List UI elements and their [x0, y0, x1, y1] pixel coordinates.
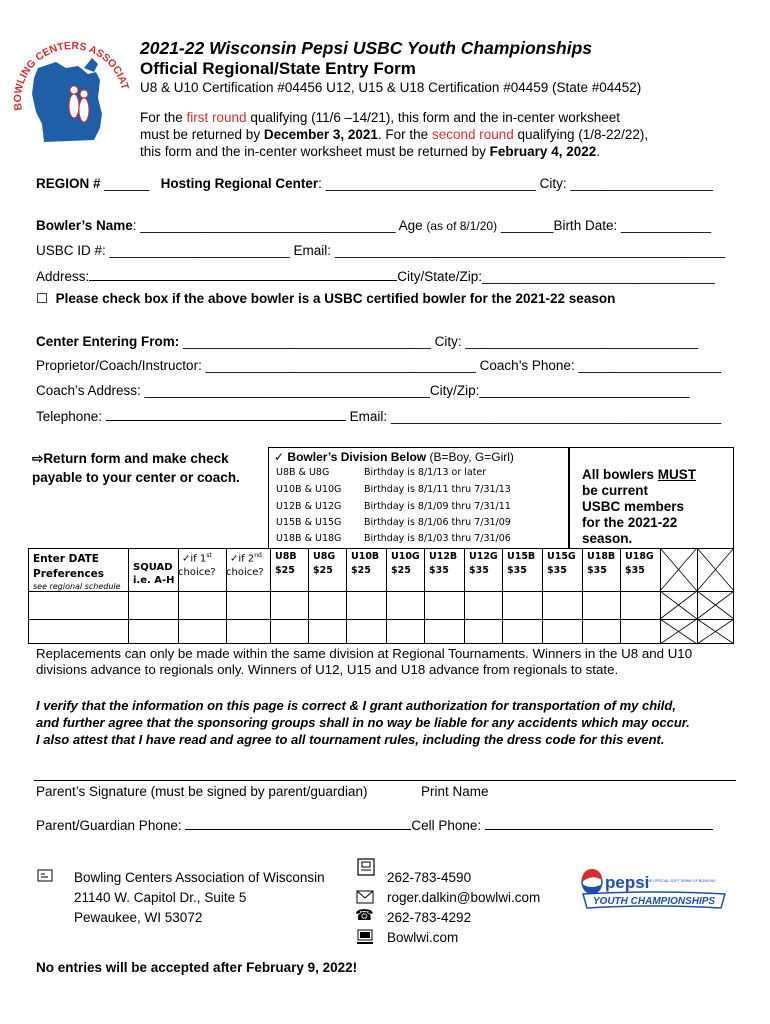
- contact-email[interactable]: roger.dalkin@bowlwi.com: [387, 890, 541, 905]
- division-name: U15B & U15G: [276, 517, 342, 528]
- fee-division-label: U18B: [587, 551, 616, 562]
- coach-city-zip-field[interactable]: City/Zip:____________________________: [429, 383, 690, 398]
- bowler-email-field[interactable]: Email: ____________________________________________________: [293, 243, 726, 258]
- cell-phone-field[interactable]: [485, 817, 713, 830]
- telephone-line: Telephone: Email: ____________________________________________: [36, 409, 722, 424]
- verify-line-3: I also attest that I have read and agree to all tournament rules, including the dress code for this event.: [36, 732, 665, 747]
- membership-notice: All bowlers MUST be current USBC members for the 2021-22 season.: [582, 467, 697, 546]
- fax-icon: [356, 857, 376, 877]
- phone-icon: ☎: [355, 907, 374, 924]
- division-name: U8B & U8G: [276, 467, 330, 478]
- certified-bowler-line: ☐ Please check box if the above bowler is a USBC certified bowler for the 2021-22 season: [36, 291, 616, 306]
- certification-numbers: U8 & U10 Certification #04456 U12, U15 & U18 Certification #04459 (State #04452): [140, 80, 642, 95]
- verify-line-1: I verify that the information on this page is correct & I grant authorization for transportation of my child,: [36, 698, 676, 713]
- pepsi-youth-championships-logo: [579, 868, 729, 918]
- computer-icon: [356, 929, 374, 945]
- fee-division-label: U8B: [275, 551, 297, 562]
- replacements-line-1: Replacements can only be made within the same division at Regional Tournaments. Winners in the U8 and U10: [36, 646, 693, 661]
- parent-signature-label: Parent’s Signature (must be signed by parent/guardian): [36, 784, 368, 799]
- hosting-center-field[interactable]: : ____________________________: [318, 176, 536, 191]
- coach-address-field[interactable]: Coach’s Address: ______________________________________: [36, 383, 430, 398]
- address-line: Address: City/State/Zip:_______________________________: [36, 269, 715, 284]
- deadline-line-1: For the first round qualifying (11/6 –14/21), this form and the in-center worksheet: [140, 110, 621, 125]
- fee-amount: $35: [547, 565, 567, 576]
- center-entering-field[interactable]: _________________________________: [183, 334, 431, 349]
- deadline-footer: No entries will be accepted after February 9, 2022!: [36, 960, 358, 975]
- verify-line-2: and further agree that the sponsoring groups shall in no way be liable for any accidents which may occur.: [36, 715, 690, 730]
- parent-phone-line: Parent/Guardian Phone: Cell Phone:: [36, 817, 713, 833]
- certified-checkbox[interactable]: ☐: [36, 291, 49, 306]
- age-field[interactable]: _______: [500, 218, 554, 233]
- division-name: U12B & U12G: [276, 501, 342, 512]
- divisions-header: ✓ Bowler’s Division Below (B=Boy, G=Girl): [274, 450, 514, 464]
- fee-division-label: U10G: [391, 551, 420, 562]
- region-line: REGION # ______ Hosting Regional Center: ____________________________ City: ___________________: [36, 176, 714, 191]
- region-city-field[interactable]: City: ___________________: [539, 176, 714, 191]
- org-city: Pewaukee, WI 53072: [74, 910, 203, 925]
- fee-amount: $35: [429, 565, 449, 576]
- form-title: 2021-22 Wisconsin Pepsi USBC Youth Championships: [140, 38, 593, 58]
- fee-division-label: U8G: [313, 551, 336, 562]
- division-birthday-range: Birthday is 8/1/11 thru 7/31/13: [364, 484, 511, 495]
- fee-division-label: U12B: [429, 551, 458, 562]
- logo-arc-text: BOWLING CENTERS ASSOCIAT: [11, 39, 130, 112]
- coach-phone-field[interactable]: Coach’s Phone: ___________________: [479, 358, 722, 373]
- fax-number: 262-783-4590: [387, 870, 472, 885]
- fee-amount: $35: [587, 565, 607, 576]
- fee-amount: $25: [313, 565, 333, 576]
- bowler-name-field[interactable]: : __________________________________: [132, 218, 396, 233]
- deadline-line-2: must be returned by December 3, 2021. For the second round qualifying (1/8-22/22),: [140, 127, 649, 142]
- fee-amount: $35: [469, 565, 489, 576]
- fee-division-label: U15B: [507, 551, 536, 562]
- fee-division-label: U10B: [351, 551, 380, 562]
- first-choice-header: ✓if 1st choice?: [178, 552, 216, 579]
- print-name-label: Print Name: [421, 784, 489, 799]
- org-name: Bowling Centers Association of Wisconsin: [74, 870, 325, 885]
- center-line: Center Entering From: _________________________________ City: _______________________________: [36, 334, 699, 349]
- division-birthday-range: Birthday is 8/1/03 thru 7/31/06: [364, 533, 511, 544]
- check-icon: ✓: [274, 450, 285, 464]
- city-state-zip-field[interactable]: City/State/Zip:_______________________________: [397, 269, 715, 284]
- replacements-line-2: divisions advance to regionals only. Winners of U12, U15 and U18 advance from regionals to state.: [36, 662, 619, 677]
- fee-amount: $35: [507, 565, 527, 576]
- fee-division-label: U12G: [469, 551, 498, 562]
- division-birthday-range: Birthday is 8/1/09 thru 7/31/11: [364, 501, 511, 512]
- second-choice-header: ✓if 2nd choice?: [226, 552, 264, 579]
- division-name: U10B & U10G: [276, 484, 342, 495]
- proprietor-field[interactable]: Proprietor/Coach/Instructor: ____________________________________: [36, 358, 476, 373]
- fee-amount: $25: [275, 565, 295, 576]
- contact-phone: 262-783-4292: [387, 910, 472, 925]
- division-name: U18B & U18G: [276, 533, 342, 544]
- fee-amount: $25: [391, 565, 411, 576]
- center-email-field[interactable]: Email: ____________________________________________: [349, 409, 722, 424]
- deadline-line-3: this form and the in-center worksheet must be returned by February 4, 2022.: [140, 144, 601, 159]
- center-city-field[interactable]: City: _______________________________: [434, 334, 699, 349]
- date-preferences-header: Enter DATE Preferences: [33, 553, 105, 580]
- usbc-id-field[interactable]: USBC ID #: ________________________: [36, 243, 290, 258]
- fee-division-label: U18G: [625, 551, 654, 562]
- division-birthday-range: Birthday is 8/1/06 thru 7/31/09: [364, 517, 511, 528]
- form-subtitle: Official Regional/State Entry Form: [140, 59, 416, 78]
- signature-line[interactable]: [34, 780, 736, 781]
- birth-date-field[interactable]: Birth Date: ____________: [553, 218, 712, 233]
- arrow-right-icon: ⇨: [32, 451, 44, 466]
- regional-schedule-note: see regional schedule: [33, 582, 121, 591]
- division-birthday-range: Birthday is 8/1/13 or later: [364, 467, 487, 478]
- squad-header: SQUAD i.e. A-H: [133, 562, 175, 586]
- pepsi-tagline: THE OFFICIAL SOFT DRINK OF BOWLING: [645, 879, 716, 883]
- fee-amount: $35: [625, 565, 645, 576]
- fee-amount: $25: [351, 565, 371, 576]
- pepsi-brand: pepsi: [605, 873, 650, 892]
- pepsi-banner: YOUTH CHAMPIONSHIPS: [592, 896, 716, 907]
- region-field[interactable]: ______: [104, 176, 150, 191]
- fee-division-label: U15G: [547, 551, 576, 562]
- mail-icon: [37, 869, 53, 883]
- envelope-icon: [356, 890, 374, 904]
- return-instructions-2: payable to your center or coach.: [32, 470, 240, 485]
- parent-phone-field[interactable]: [185, 817, 411, 830]
- bowler-name-line: Bowler’s Name: __________________________________ Age (as of 8/1/20) _______Birth Date: ____________: [36, 218, 712, 233]
- org-street: 21140 W. Capitol Dr., Suite 5: [74, 890, 247, 905]
- return-instructions: ⇨Return form and make check: [32, 451, 229, 466]
- website-link[interactable]: Bowlwi.com: [387, 930, 459, 945]
